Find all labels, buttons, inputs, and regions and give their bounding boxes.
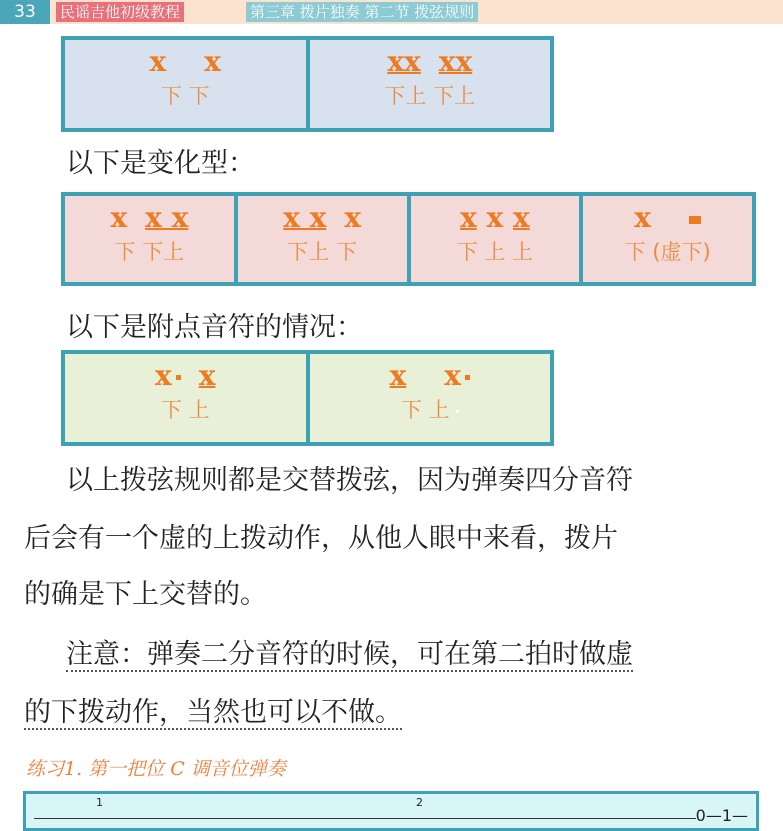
section-title: 第三章 拨片独奏 第二节 拨弦规则 <box>246 2 478 22</box>
page-number: 33 <box>0 0 50 24</box>
dot-icon <box>456 410 459 413</box>
stroke-row: 下 (虚下) <box>624 240 711 264</box>
beat-number: 1 <box>96 796 103 809</box>
note-line-2: 的下拨动作，当然也可以不做。 <box>24 697 402 728</box>
pattern-cell <box>308 352 553 444</box>
pattern-cell <box>581 194 754 284</box>
note-line-1: 注意：弹奏二分音符的时候，可在第二拍时做虚 <box>66 639 633 670</box>
stroke-row: 下 上 <box>310 396 551 426</box>
pattern-cell <box>409 194 582 284</box>
fret-numbers: 0—1— <box>695 806 748 825</box>
note-row: x x <box>310 356 551 396</box>
page-header <box>0 0 783 24</box>
exercise-label: 练习1. 第一把位 C 调音位弹奏 <box>26 758 286 780</box>
note-row: x x <box>155 359 216 392</box>
staff-line <box>34 818 748 819</box>
stroke-row: 下 上 <box>160 398 210 422</box>
stroke-row: 下上 下上 <box>384 84 476 108</box>
paragraph-line-1: 以上拨弦规则都是交替拨弦，因为弹奏四分音符 <box>66 465 633 496</box>
pattern-cell <box>236 194 409 284</box>
paragraph-line-2: 后会有一个虚的上拨动作，从他人眼中来看，拨片 <box>24 523 618 554</box>
dot-icon <box>465 375 470 380</box>
note-row: x x x <box>283 201 362 234</box>
stroke-row: 下上 下 <box>287 240 357 264</box>
pattern-cell <box>308 38 553 130</box>
dotted-pattern-table <box>61 350 554 446</box>
note-row: x x x <box>110 201 189 234</box>
basic-pattern-table <box>61 36 554 132</box>
pattern-cell <box>63 38 308 130</box>
beat-number: 2 <box>416 796 423 809</box>
stroke-row: 下 下 <box>160 84 210 108</box>
intro-dotted: 以下是附点音符的情况： <box>66 312 363 343</box>
note-row: x <box>583 198 752 238</box>
stroke-row: 下 上 上 <box>456 240 534 264</box>
note-row: x x x <box>460 201 530 234</box>
pattern-cell <box>63 352 308 444</box>
tab-staff-preview <box>23 791 759 831</box>
dot-icon <box>176 375 181 380</box>
intro-variants: 以下是变化型： <box>66 148 255 179</box>
note-row: xx xx <box>387 45 473 78</box>
stroke-row: 下 下上 <box>114 240 185 264</box>
book-title: 民谣吉他初级教程 <box>56 2 184 22</box>
pattern-cell <box>63 194 236 284</box>
variant-pattern-table <box>61 192 756 286</box>
paragraph-line-3: 的确是下上交替的。 <box>24 579 267 610</box>
rest-dash-icon <box>689 216 701 224</box>
note-row: x x <box>149 45 221 78</box>
